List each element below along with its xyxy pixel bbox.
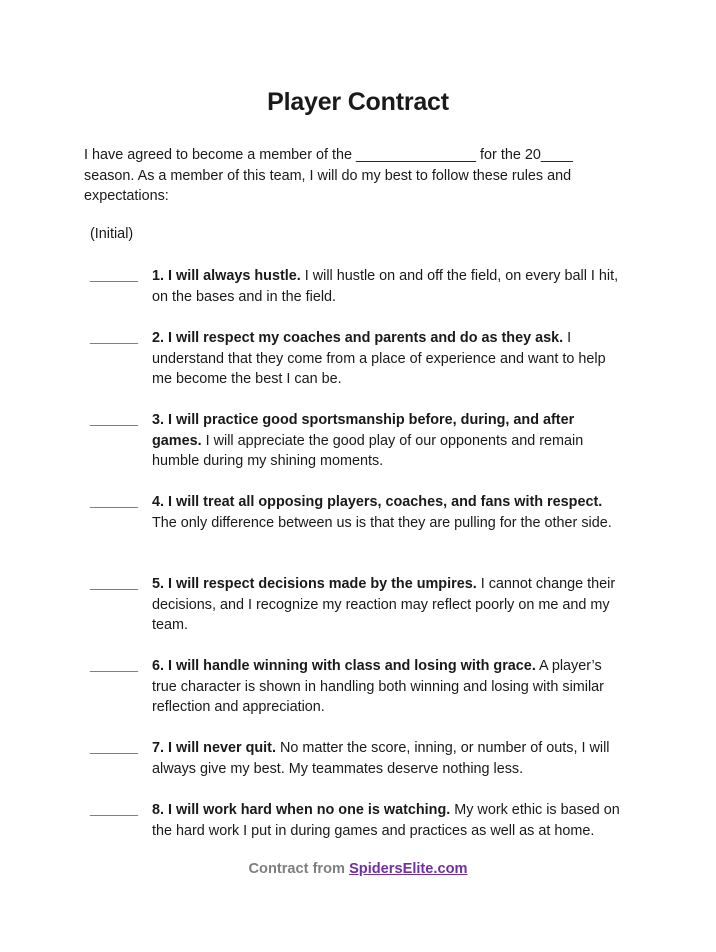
rule-heading: 8. I will work hard when no one is watching. [152, 802, 451, 818]
rule-text [152, 492, 627, 533]
rule-item [90, 738, 650, 779]
rule-text [152, 800, 627, 841]
page-title: Player Contract [267, 88, 449, 116]
initial-blank: ______ [90, 576, 139, 592]
rule-heading: 2. I will respect my coaches and parents and do as they ask. [152, 330, 564, 346]
rule-body: I will appreciate the good play of our opponents and remain humble during my shining moments. [152, 432, 584, 470]
footer-link[interactable]: SpidersElite.com [349, 861, 468, 877]
initial-blank: ______ [90, 268, 139, 284]
initial-blank: ______ [90, 412, 139, 428]
rule-body: I will hustle on and off the field, on every ball I hit, on the bases and in the field. [152, 268, 619, 305]
rule-item [90, 410, 650, 472]
rule-text [152, 410, 627, 472]
initial-blank: ______ [90, 658, 139, 674]
rule-item [90, 266, 650, 307]
rule-heading: 5. I will respect decisions made by the umpires. [152, 576, 477, 592]
rule-item [90, 492, 650, 533]
rule-item [90, 574, 650, 636]
rule-item [90, 800, 650, 841]
rule-body: I cannot change their decisions, and I recognize my reaction may reflect poorly on me and my team. [152, 576, 616, 634]
initial-blank: ______ [90, 330, 139, 346]
rule-text [152, 328, 627, 390]
rule-text [152, 266, 627, 307]
rule-body: I understand that they come from a place of experience and want to help me become the best I can be. [152, 330, 606, 388]
rule-heading: 3. I will practice good sportsmanship before, during, and after games. [152, 412, 575, 449]
initial-blank: ______ [90, 494, 139, 510]
rule-body: My work ethic is based on the hard work I put in during games and practices as well as at home. [152, 802, 620, 839]
rule-heading: 7. I will never quit. [152, 740, 276, 756]
rule-text [152, 738, 627, 779]
rule-text [152, 656, 627, 718]
rule-heading: 1. I will always hustle. [152, 268, 301, 284]
footer-prefix: Contract from [248, 861, 350, 877]
intro-paragraph: I have agreed to become a member of the _______________ for the 20____ season. As a member of this team, I will do my best to follow these rules and expectations: [84, 147, 573, 204]
initial-column-label: (Initial) [90, 226, 134, 242]
rule-item [90, 328, 650, 390]
rule-body: No matter the score, inning, or number of outs, I will always give my best. My teammates deserve nothing less. [152, 740, 610, 777]
initial-blank: ______ [90, 802, 139, 818]
rule-item [90, 656, 650, 718]
initial-blank: ______ [90, 740, 139, 756]
rule-heading: 4. I will treat all opposing players, coaches, and fans with respect. [152, 494, 603, 510]
rule-text [152, 574, 627, 636]
footer-credit [0, 861, 716, 877]
rule-heading: 6. I will handle winning with class and losing with grace. [152, 658, 536, 674]
rule-body: A player’s true character is shown in handling both winning and losing with similar reflection and appreciation. [152, 658, 604, 716]
rule-body: The only difference between us is that they are pulling for the other side. [152, 514, 612, 531]
